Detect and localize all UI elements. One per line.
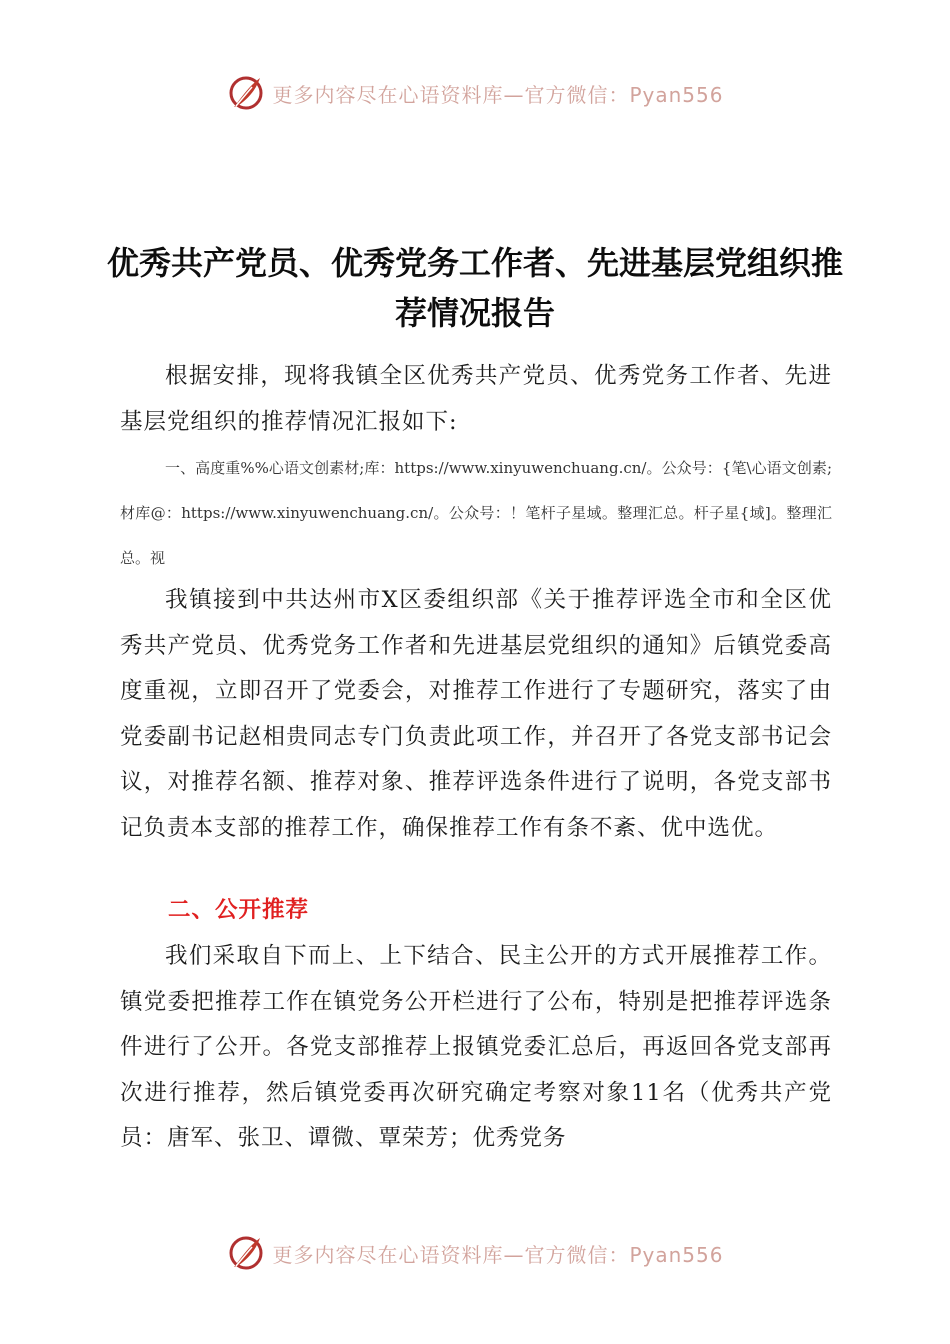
intro-paragraph: 根据安排，现将我镇全区优秀共产党员、优秀党务工作者、先进基层党组织的推荐情况汇报如下: (120, 363, 832, 435)
footer-banner (0, 1228, 950, 1278)
header-banner-text: 更多内容尽在心语资料库—官方微信：Pyan556 (272, 82, 724, 107)
section1-body-paragraph: 我镇接到中共达州市X区委组织部《关于推荐评选全市和全区优秀共产党员、优秀党务工作者和先进基层党组织的通知》后镇党委高度重视，立即召开了党委会，对推荐工作进行了专题研究，落实了由党委副书记赵相贵同志专门负责此项工作，并召开了各党支部书记会议，对推荐名额、推荐对象、推荐评选条件进行了说明，各党支部书记负责本支部的推荐工作，确保推荐工作有条不紊、优中选优。 (120, 587, 832, 841)
section1-heading-garbled: 一、高度重%%心语文创素材;库：https://www.xinyuwenchuang.cn/。公众号：{笔\心语文创素;材库@：https://www.xinyuwenchuang.cn/。公众号：！笔杆子星域。整理汇总。杆子星{域]。整理汇总。视 (120, 459, 832, 567)
document-title: 优秀共产党员、优秀党务工作者、先进基层党组织推荐情况报告 (106, 244, 843, 332)
section2-heading: 二、公开推荐 (168, 897, 310, 923)
section2-body-paragraph: 我们采取自下而上、上下结合、民主公开的方式开展推荐工作。镇党委把推荐工作在镇党务公开栏进行了公布，特别是把推荐评选条件进行了公开。各党支部推荐上报镇党委汇总后，再返回各党支部再次进行推荐，然后镇党委再次研究确定考察对象11名（优秀共产党员：唐军、张卫、谭微、覃荣芳；优秀党务 (120, 943, 832, 1151)
quill-logo-icon (226, 73, 266, 113)
quill-logo-icon (226, 1233, 266, 1273)
header-banner (0, 68, 950, 118)
footer-banner-text: 更多内容尽在心语资料库—官方微信：Pyan556 (272, 1242, 724, 1267)
